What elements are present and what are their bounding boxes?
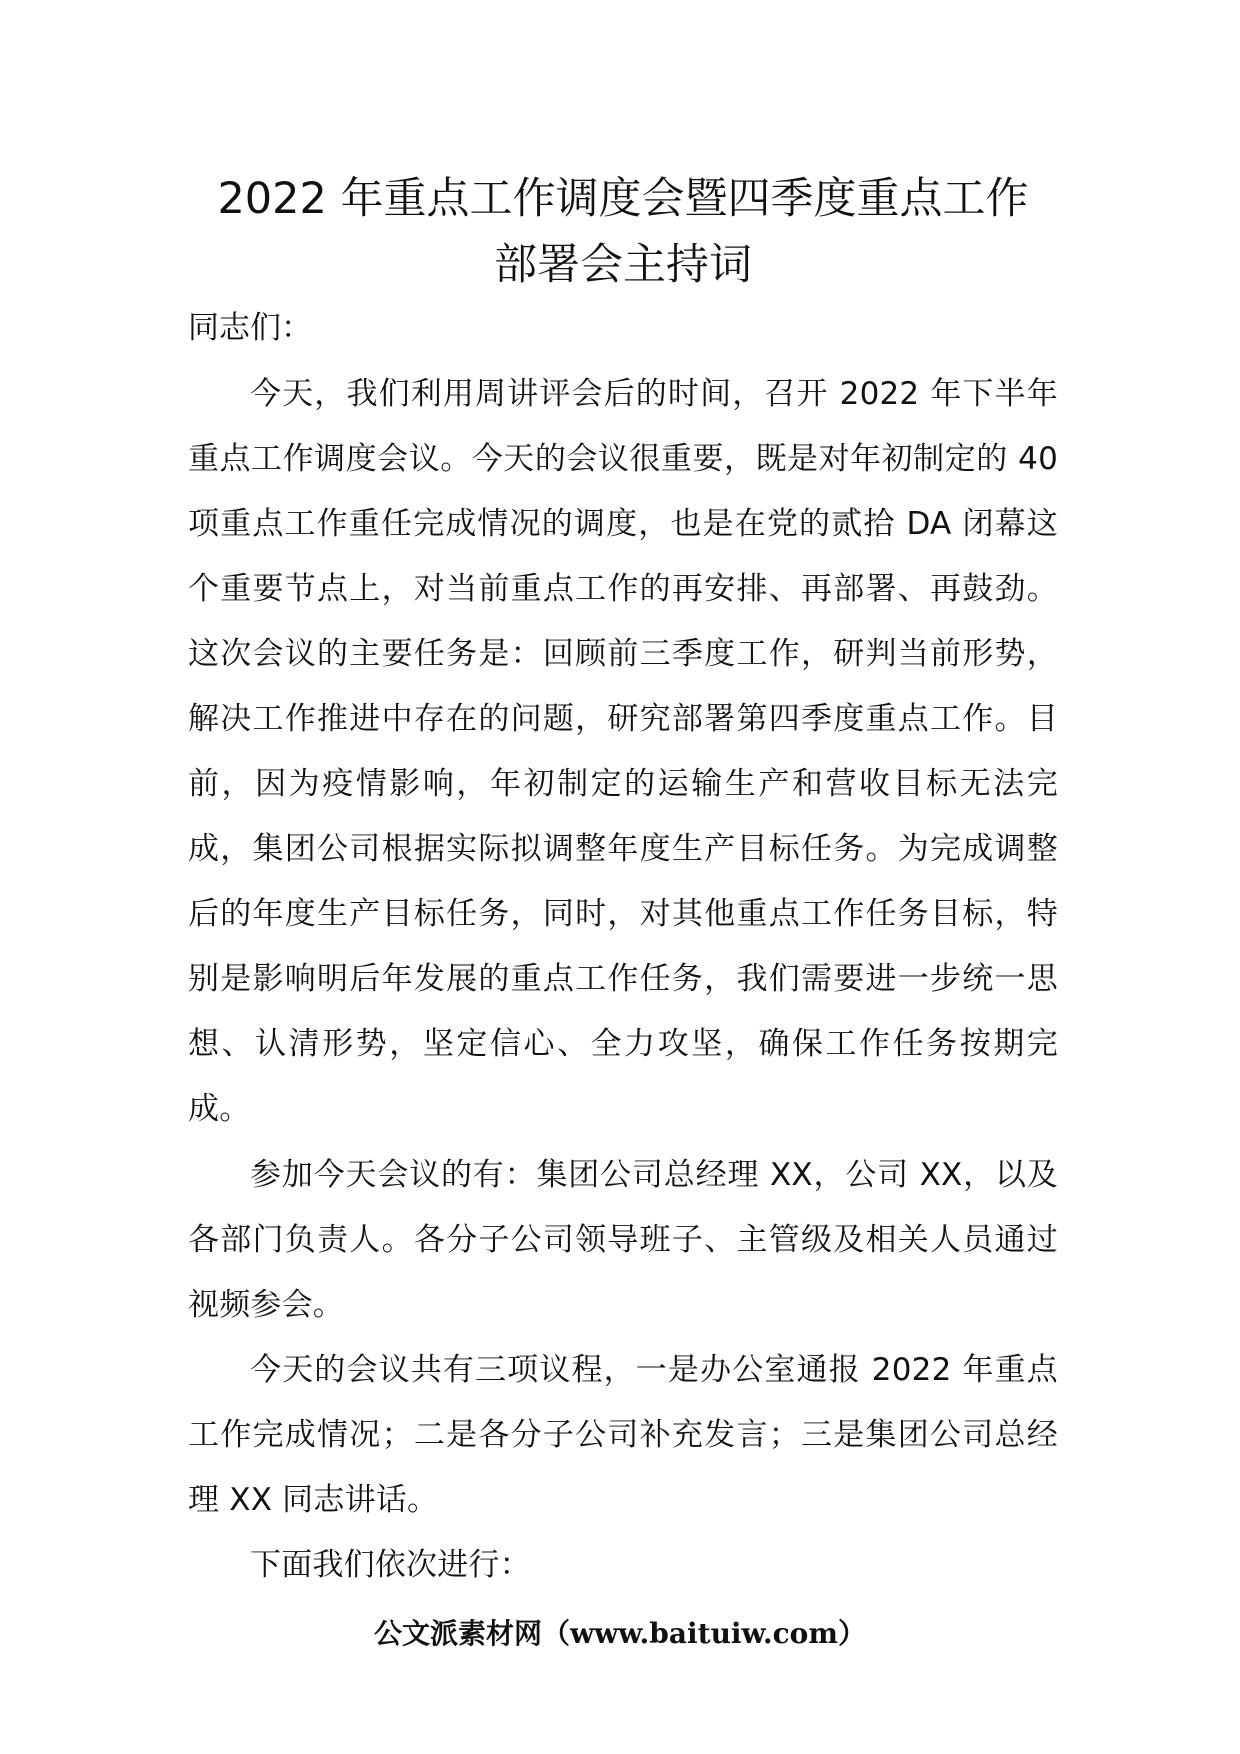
paragraph-proceed: 下面我们依次进行： [250,1547,531,1583]
paragraph-opening: 今天，我们利用周讲评会后的时间，召开 2022 年下半年重点工作调度会议。今天的会议很重要，既是对年初制定的 40 项重点工作重任完成情况的调度，也是在党的贰拾 DA 闭幕这个重要节点上，对当前重点工作的再安排、再部署、再鼓劲。这次会议的主要任务是：回顾前三季度工作，研判当前形势，解决工作推进中存在的问题，研究部署第四季度重点工作。目前，因为疫情影响，年初制定的运输生产和营收目标无法完成，集团公司根据实际拟调整年度生产目标任务。为完成调整后的年度生产目标任务，同时，对其他重点工作任务目标，特别是影响明后年发展的重点工作任务，我们需要进一步统一思想、认清形势，坚定信心、全力攻坚，确保工作任务按期完成。 [188,376,1058,1127]
greeting: 同志们： [188,310,312,346]
paragraph-attendees: 参加今天会议的有：集团公司总经理 XX，公司 XX，以及各部门负责人。各分子公司领导班子、主管级及相关人员通过视频参会。 [188,1157,1058,1323]
paragraph-agenda: 今天的会议共有三项议程，一是办公室通报 2022 年重点工作完成情况；二是各分子公司补充发言；三是集团公司总经理 XX 同志讲话。 [188,1352,1058,1518]
footer-watermark: 公文派素材网（www.baituiw.com） [374,1617,866,1650]
document-title-line-2: 部署会主持词 [494,240,752,290]
document-title-line-1: 2022 年重点工作调度会暨四季度重点工作 [217,174,1029,224]
